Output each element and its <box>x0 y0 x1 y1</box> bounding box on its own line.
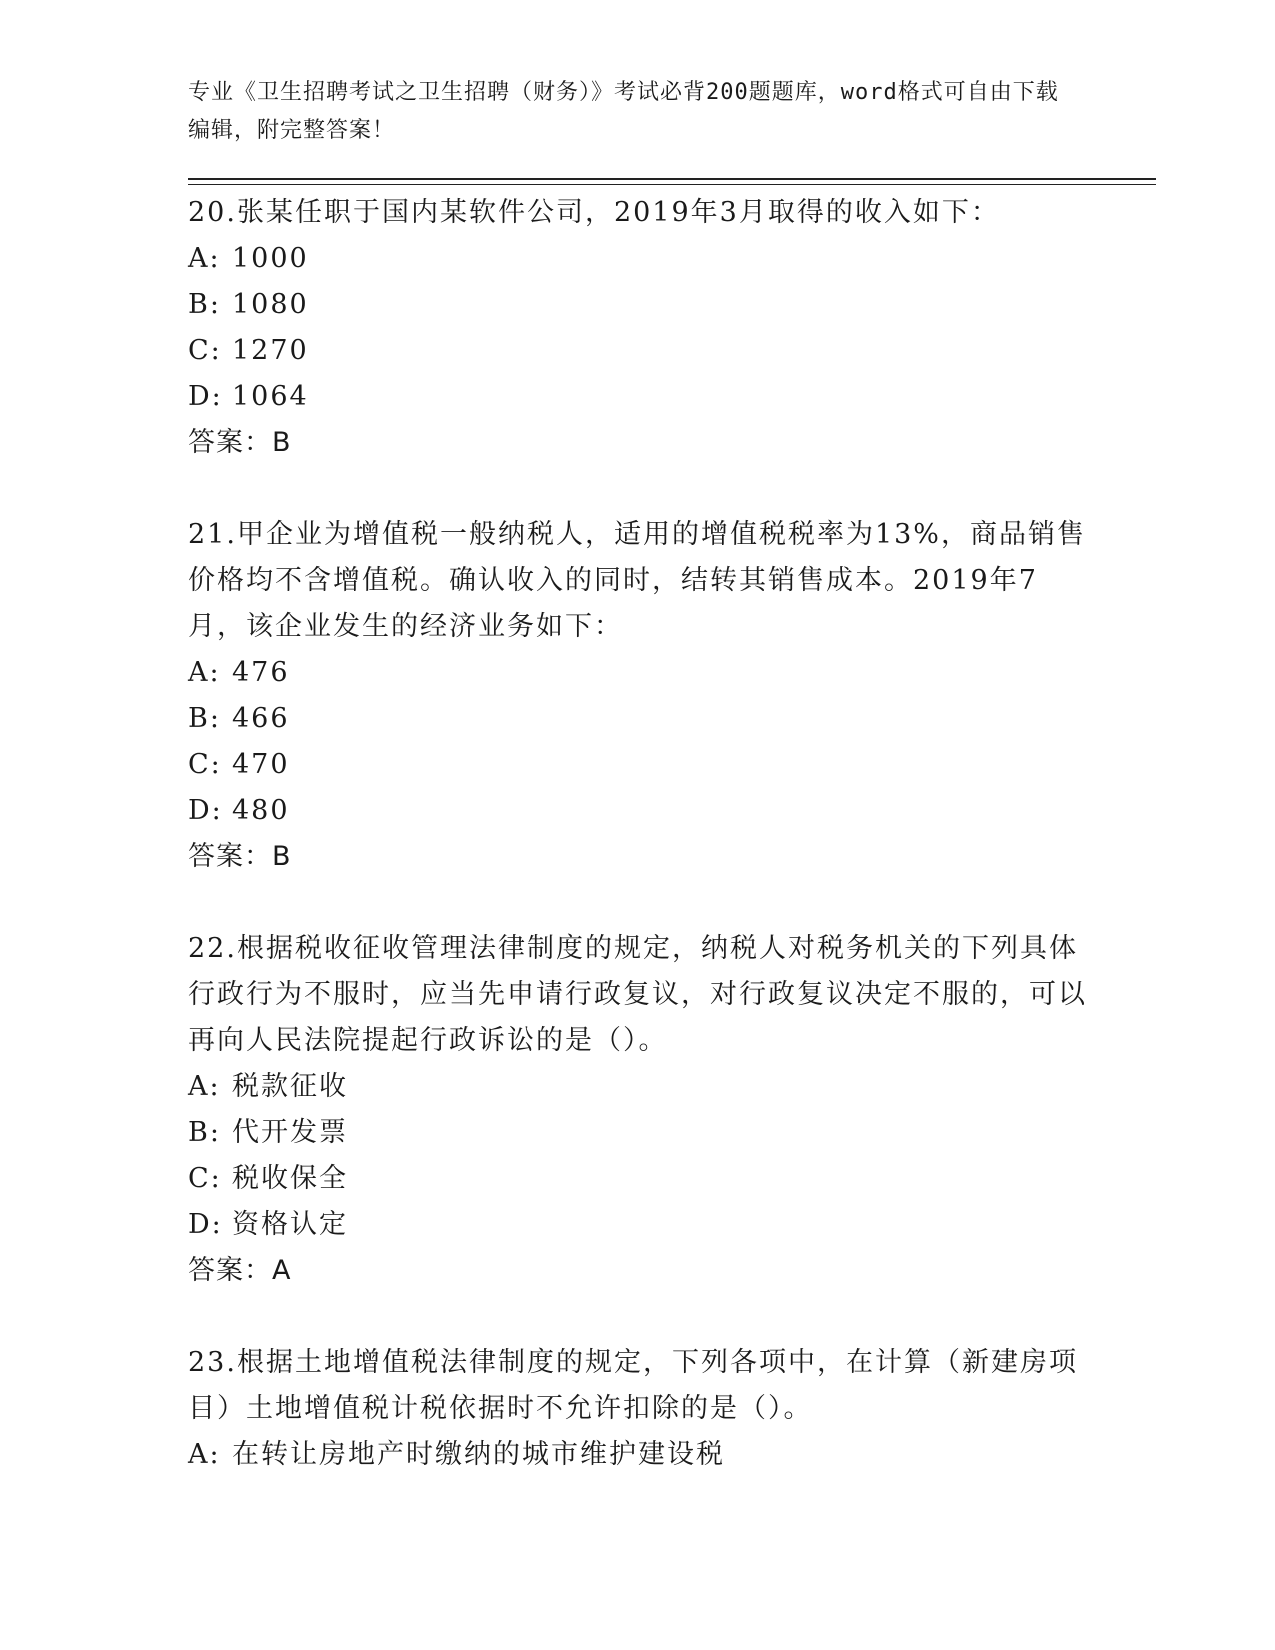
option-key: D: <box>188 381 223 412</box>
option-text: 470 <box>232 749 290 780</box>
option-key: C: <box>188 1163 222 1194</box>
question-20 <box>188 190 1088 466</box>
question-stem: 21.甲企业为增值税一般纳税人，适用的增值税税率为13%，商品销售价格均不含增值税。确认收入的同时，结转其销售成本。2019年7月，该企业发生的经济业务如下： <box>188 519 1086 642</box>
option-b <box>188 282 1088 328</box>
option-d <box>188 1202 1088 1248</box>
question-spacer <box>188 1294 1088 1340</box>
option-text: 476 <box>232 657 290 688</box>
document-header: 专业《卫生招聘考试之卫生招聘（财务）》考试必背200题题库，word格式可自由下载编辑，附完整答案！ <box>188 80 1059 143</box>
option-a <box>188 1064 1088 1110</box>
option-key: B: <box>188 703 221 734</box>
option-text: 480 <box>232 795 290 826</box>
option-text: 税收保全 <box>232 1163 348 1194</box>
option-key: A: <box>188 657 221 688</box>
option-text: 税款征收 <box>232 1071 348 1102</box>
question-spacer <box>188 466 1088 512</box>
option-d <box>188 788 1088 834</box>
option-key: B: <box>188 289 221 320</box>
option-text: 1270 <box>232 335 309 366</box>
answer-line: 答案：B <box>188 841 292 872</box>
option-text: 1000 <box>232 243 309 274</box>
option-key: A: <box>188 1071 221 1102</box>
option-a <box>188 650 1088 696</box>
option-key: C: <box>188 749 222 780</box>
question-23 <box>188 1340 1088 1478</box>
option-key: B: <box>188 1117 221 1148</box>
option-key: D: <box>188 1209 223 1240</box>
question-spacer <box>188 880 1088 926</box>
option-key: A: <box>188 243 221 274</box>
option-text: 1080 <box>232 289 309 320</box>
option-text: 在转让房地产时缴纳的城市维护建设税 <box>232 1439 725 1470</box>
option-c <box>188 328 1088 374</box>
header-divider <box>188 178 1156 180</box>
option-b <box>188 696 1088 742</box>
header-divider-thin <box>188 184 1156 185</box>
question-stem: 23.根据土地增值税法律制度的规定，下列各项中，在计算（新建房项目）土地增值税计税依据时不允许扣除的是（）。 <box>188 1347 1078 1424</box>
option-text: 1064 <box>232 381 309 412</box>
option-b <box>188 1110 1088 1156</box>
option-text: 466 <box>232 703 290 734</box>
option-a <box>188 236 1088 282</box>
option-a <box>188 1432 1088 1478</box>
option-d <box>188 374 1088 420</box>
option-text: 代开发票 <box>232 1117 348 1148</box>
option-c <box>188 1156 1088 1202</box>
question-21 <box>188 512 1088 880</box>
option-key: D: <box>188 795 223 826</box>
option-text: 资格认定 <box>232 1209 348 1240</box>
answer-line: 答案：A <box>188 1255 292 1286</box>
question-list <box>188 190 1088 1478</box>
question-22 <box>188 926 1088 1294</box>
option-key: C: <box>188 335 222 366</box>
question-stem: 20.张某任职于国内某软件公司，2019年3月取得的收入如下： <box>188 197 1000 228</box>
question-stem: 22.根据税收征收管理法律制度的规定，纳税人对税务机关的下列具体行政行为不服时，应当先申请行政复议，对行政复议决定不服的，可以再向人民法院提起行政诉讼的是（）。 <box>188 933 1087 1056</box>
option-c <box>188 742 1088 788</box>
option-key: A: <box>188 1439 221 1470</box>
answer-line: 答案：B <box>188 427 292 458</box>
